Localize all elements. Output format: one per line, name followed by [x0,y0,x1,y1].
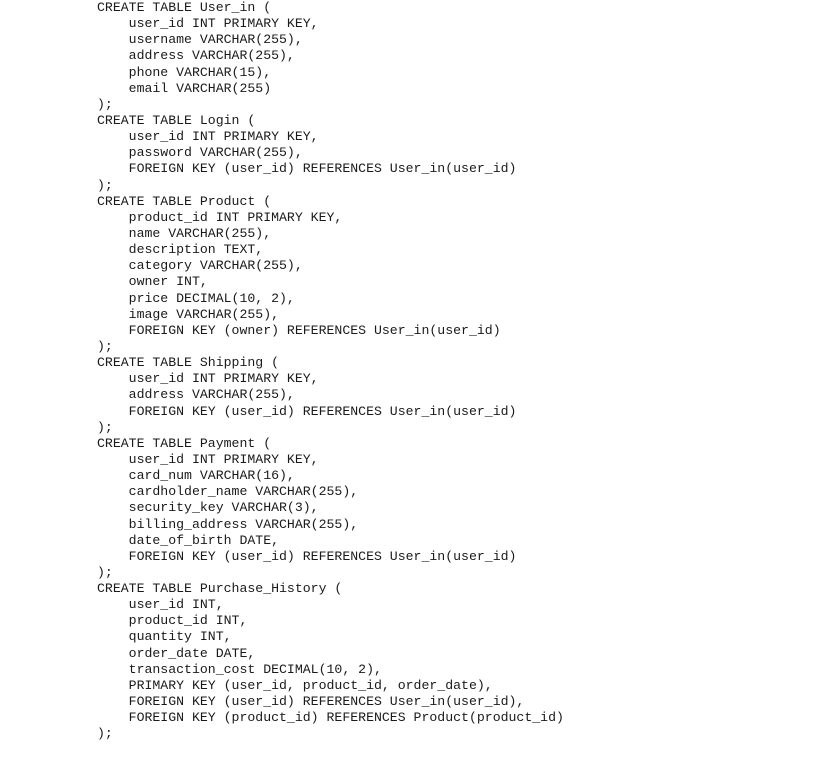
code-line: image VARCHAR(255), [97,306,280,322]
code-line: phone VARCHAR(15), [97,64,272,80]
code-line: ); [97,177,113,193]
code-line: ); [97,96,113,112]
code-line: cardholder_name VARCHAR(255), [97,484,359,500]
code-line: product_id INT PRIMARY KEY, [97,209,343,225]
code-line: CREATE TABLE Payment ( [97,435,272,451]
code-line: FOREIGN KEY (user_id) REFERENCES User_in(user_id) [97,403,517,419]
code-line: FOREIGN KEY (user_id) REFERENCES User_in(user_id) [97,548,517,564]
sql-code-block [97,0,564,742]
code-line: CREATE TABLE Shipping ( [97,355,280,371]
code-line: address VARCHAR(255), [97,387,295,403]
code-line: date_of_birth DATE, [97,532,280,548]
code-line: quantity INT, [97,629,232,645]
code-line: product_id INT, [97,613,248,629]
code-line: ); [97,419,113,435]
code-line: CREATE TABLE Product ( [97,193,272,209]
code-line: transaction_cost DECIMAL(10, 2), [97,661,382,677]
code-line: user_id INT, [97,597,224,613]
code-line: security_key VARCHAR(3), [97,500,319,516]
code-line: FOREIGN KEY (owner) REFERENCES User_in(user_id) [97,322,501,338]
code-line: FOREIGN KEY (user_id) REFERENCES User_in(user_id) [97,161,517,177]
code-line: name VARCHAR(255), [97,225,272,241]
code-line: email VARCHAR(255) [97,80,272,96]
code-line: description TEXT, [97,242,264,258]
code-line: ); [97,726,113,742]
code-line: CREATE TABLE Login ( [97,112,256,128]
code-line: category VARCHAR(255), [97,258,303,274]
code-line: card_num VARCHAR(16), [97,468,295,484]
code-line: user_id INT PRIMARY KEY, [97,451,319,467]
code-line: PRIMARY KEY (user_id, product_id, order_date), [97,677,493,693]
code-line: user_id INT PRIMARY KEY, [97,16,319,32]
code-line: price DECIMAL(10, 2), [97,290,295,306]
code-line: address VARCHAR(255), [97,48,295,64]
code-line: CREATE TABLE User_in ( [97,0,272,15]
code-line: user_id INT PRIMARY KEY, [97,129,319,145]
code-line: owner INT, [97,274,208,290]
code-line: password VARCHAR(255), [97,145,303,161]
code-line: ); [97,564,113,580]
code-line: user_id INT PRIMARY KEY, [97,371,319,387]
code-line: FOREIGN KEY (user_id) REFERENCES User_in(user_id), [97,694,525,710]
code-line: FOREIGN KEY (product_id) REFERENCES Product(product_id) [97,710,564,726]
code-line: ); [97,338,113,354]
code-line: CREATE TABLE Purchase_History ( [97,581,343,597]
code-line: order_date DATE, [97,645,256,661]
code-line: billing_address VARCHAR(255), [97,516,359,532]
code-line: username VARCHAR(255), [97,32,303,48]
